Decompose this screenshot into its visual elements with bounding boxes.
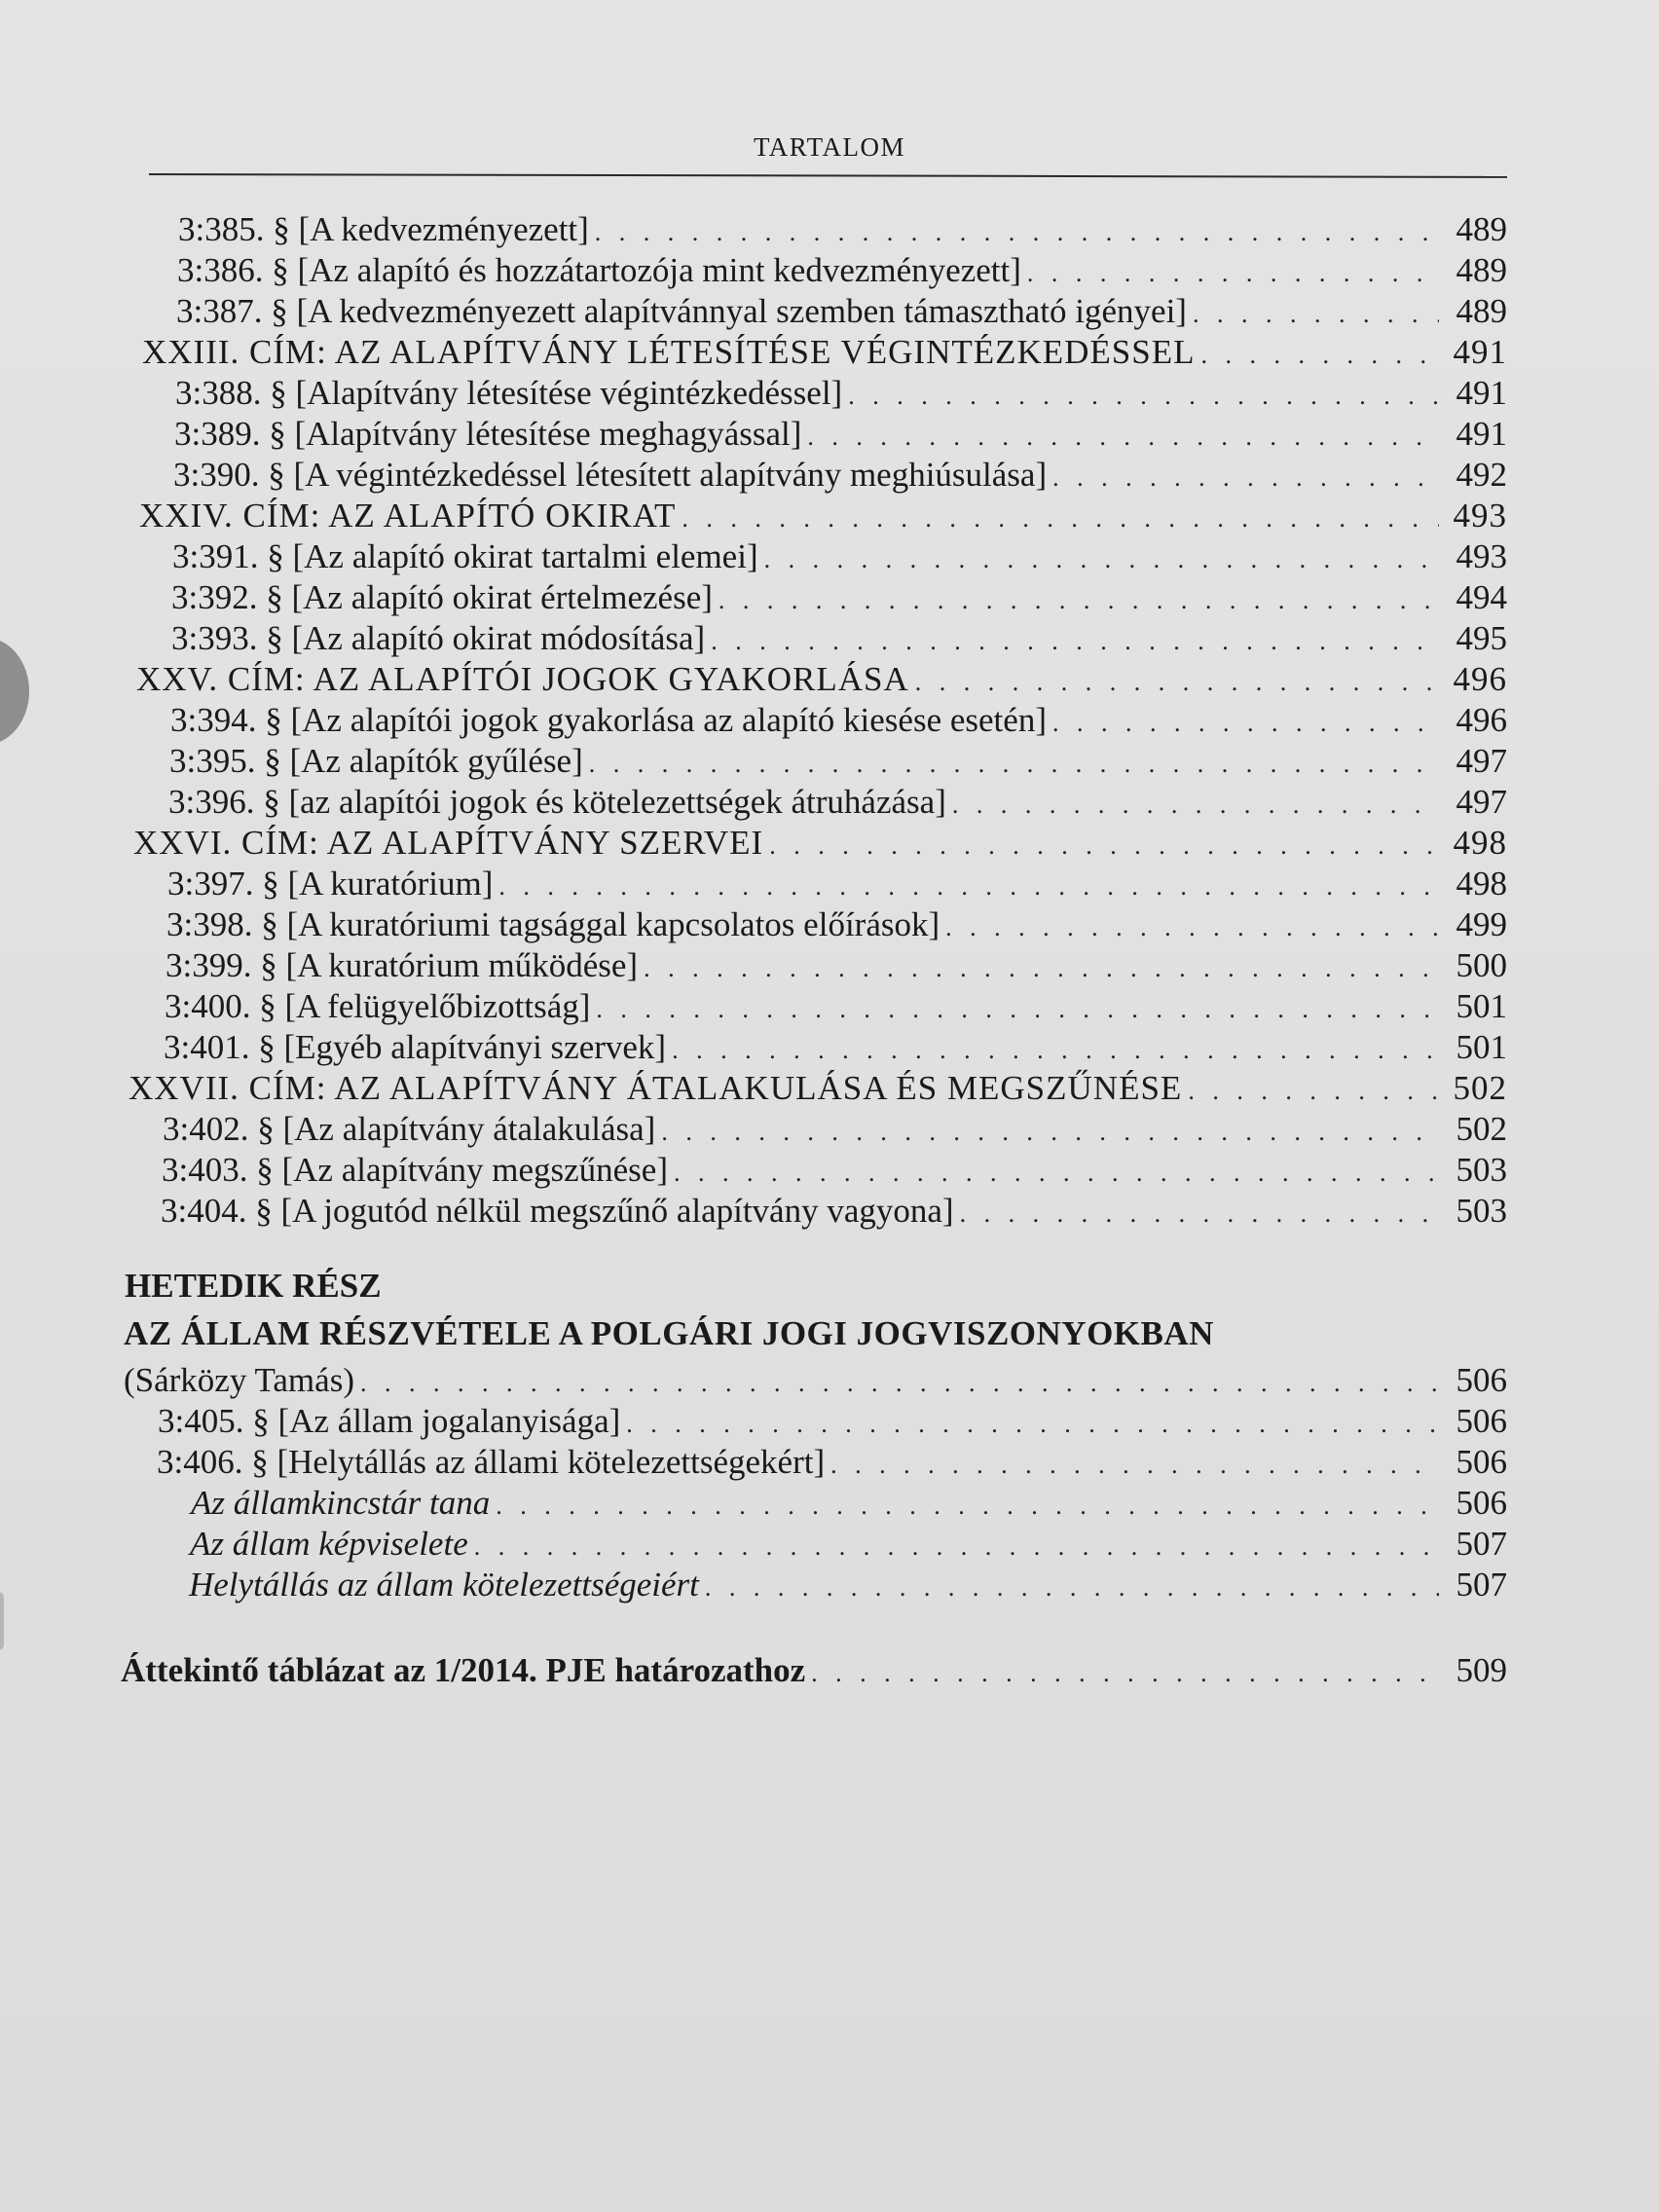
toc-entry: 3:387. § [A kedvezményezett alapítvánnyal szemben támasztható igényei] . . . 489 bbox=[176, 291, 1507, 332]
leader-dots bbox=[1188, 1071, 1439, 1112]
toc-entry: 3:394. § [Az alapítói jogok gyakorlása az alapító kiesése esetén] . . . 496 bbox=[170, 700, 1507, 741]
running-head: TARTALOM bbox=[753, 132, 906, 162]
toc-author-entry: (Sárközy Tamás) . . . 506 bbox=[124, 1360, 1507, 1401]
leader-dots bbox=[661, 1112, 1439, 1153]
leader-dots bbox=[1027, 253, 1439, 294]
toc-entry: 3:392. § [Az alapító okirat értelmezése] . . . 494 bbox=[171, 577, 1507, 618]
leader-dots bbox=[1201, 335, 1439, 376]
leader-dots bbox=[960, 1194, 1439, 1235]
part-title: HETEDIK RÉSZ bbox=[125, 1267, 382, 1305]
leader-dots bbox=[1193, 294, 1439, 335]
leader-dots bbox=[830, 1445, 1439, 1486]
leader-dots bbox=[682, 498, 1439, 539]
toc-entry: 3:403. § [Az alapítvány megszűnése] . . . 503 bbox=[162, 1150, 1507, 1191]
toc-subentry: Az állam képviselete . . . 507 bbox=[190, 1524, 1507, 1565]
toc-entry: 3:398. § [A kuratóriumi tagsággal kapcsolatos előírások] . . . 499 bbox=[166, 904, 1507, 945]
leader-dots bbox=[474, 1527, 1439, 1567]
toc-subentry: Az államkincstár tana . . . 506 bbox=[191, 1483, 1507, 1524]
leader-dots bbox=[952, 785, 1439, 826]
toc-entry: 3:393. § [Az alapító okirat módosítása] . . . 495 bbox=[171, 618, 1507, 659]
toc-entry: 3:385. § [A kedvezményezett] . . . 489 bbox=[178, 209, 1507, 250]
leader-dots bbox=[1052, 458, 1439, 498]
leader-dots bbox=[711, 621, 1439, 662]
toc-chapter: XXVI. CÍM: AZ ALAPÍTVÁNY SZERVEI . . . 498 bbox=[133, 823, 1507, 864]
header-rule bbox=[149, 173, 1507, 178]
toc-entry: 3:404. § [A jogutód nélkül megszűnő alapítvány vagyona] . . . 503 bbox=[161, 1191, 1507, 1232]
leader-dots bbox=[596, 989, 1439, 1030]
toc-entry: 3:391. § [Az alapító okirat tartalmi elemei] . . . 493 bbox=[172, 536, 1507, 577]
leader-dots bbox=[848, 376, 1439, 417]
leader-dots bbox=[945, 907, 1439, 948]
leader-dots bbox=[498, 866, 1439, 907]
leader-dots bbox=[807, 417, 1439, 458]
leader-dots bbox=[672, 1030, 1439, 1071]
page-edge-shadow bbox=[0, 638, 29, 745]
leader-dots bbox=[360, 1363, 1439, 1404]
leader-dots bbox=[674, 1153, 1439, 1194]
part-subtitle: AZ ÁLLAM RÉSZVÉTELE A POLGÁRI JOGI JOGVISZONYOKBAN bbox=[124, 1314, 1214, 1352]
toc-final-entry: Áttekintő táblázat az 1/2014. PJE határozathoz . . . 509 bbox=[121, 1650, 1507, 1691]
leader-dots bbox=[589, 744, 1439, 785]
toc-chapter: XXVII. CÍM: AZ ALAPÍTVÁNY ÁTALAKULÁSA ÉS MEGSZŰNÉSE . . . 502 bbox=[129, 1068, 1507, 1109]
leader-dots bbox=[719, 580, 1439, 621]
toc-entry: 3:399. § [A kuratórium működése] . . . 500 bbox=[166, 945, 1507, 986]
toc-entry: 3:395. § [Az alapítók gyűlése] . . . 497 bbox=[169, 741, 1507, 782]
toc-chapter: XXV. CÍM: AZ ALAPÍTÓI JOGOK GYAKORLÁSA . . . 496 bbox=[136, 659, 1507, 700]
toc-entry: 3:405. § [Az állam jogalanyisága] . . . 506 bbox=[158, 1401, 1507, 1442]
leader-dots bbox=[1052, 703, 1439, 744]
toc-chapter: XXIII. CÍM: AZ ALAPÍTVÁNY LÉTESÍTÉSE VÉGINTÉZKEDÉSSEL . . . 491 bbox=[142, 332, 1507, 373]
toc-entry: 3:401. § [Egyéb alapítványi szervek] . . . 501 bbox=[164, 1027, 1507, 1068]
toc-entry: 3:406. § [Helytállás az állami kötelezettségekért] . . . 506 bbox=[157, 1442, 1507, 1483]
toc-entry: 3:400. § [A felügyelőbizottság] . . . 501 bbox=[165, 986, 1507, 1027]
leader-dots bbox=[496, 1486, 1439, 1527]
leader-dots bbox=[705, 1567, 1439, 1608]
toc-entry: 3:396. § [az alapítói jogok és kötelezettségek átruházása] . . . 497 bbox=[168, 782, 1507, 823]
toc-entry: 3:402. § [Az alapítvány átalakulása] . . . 502 bbox=[163, 1109, 1507, 1150]
toc-entry: 3:390. § [A végintézkedéssel létesített alapítvány meghiúsulása] . . . 492 bbox=[173, 455, 1507, 496]
toc-subentry: Helytállás az állam kötelezettségeiért . . . 507 bbox=[189, 1565, 1507, 1605]
toc-entry: 3:389. § [Alapítvány létesítése meghagyással] . . . 491 bbox=[174, 414, 1507, 455]
toc-entry: 3:386. § [Az alapító és hozzátartozója mint kedvezményezett] . . . 489 bbox=[177, 250, 1507, 291]
leader-dots bbox=[626, 1404, 1439, 1445]
leader-dots bbox=[769, 826, 1439, 866]
leader-dots bbox=[764, 539, 1439, 580]
toc-entry: 3:388. § [Alapítvány létesítése végintézkedéssel] . . . 491 bbox=[175, 373, 1507, 414]
leader-dots bbox=[595, 212, 1439, 253]
leader-dots bbox=[811, 1653, 1439, 1694]
page-edge-mark bbox=[0, 1592, 4, 1650]
toc-chapter: XXIV. CÍM: AZ ALAPÍTÓ OKIRAT . . . 493 bbox=[139, 496, 1507, 536]
toc-entry: 3:397. § [A kuratórium] . . . 498 bbox=[167, 864, 1507, 904]
leader-dots bbox=[915, 662, 1439, 703]
leader-dots bbox=[644, 948, 1439, 989]
